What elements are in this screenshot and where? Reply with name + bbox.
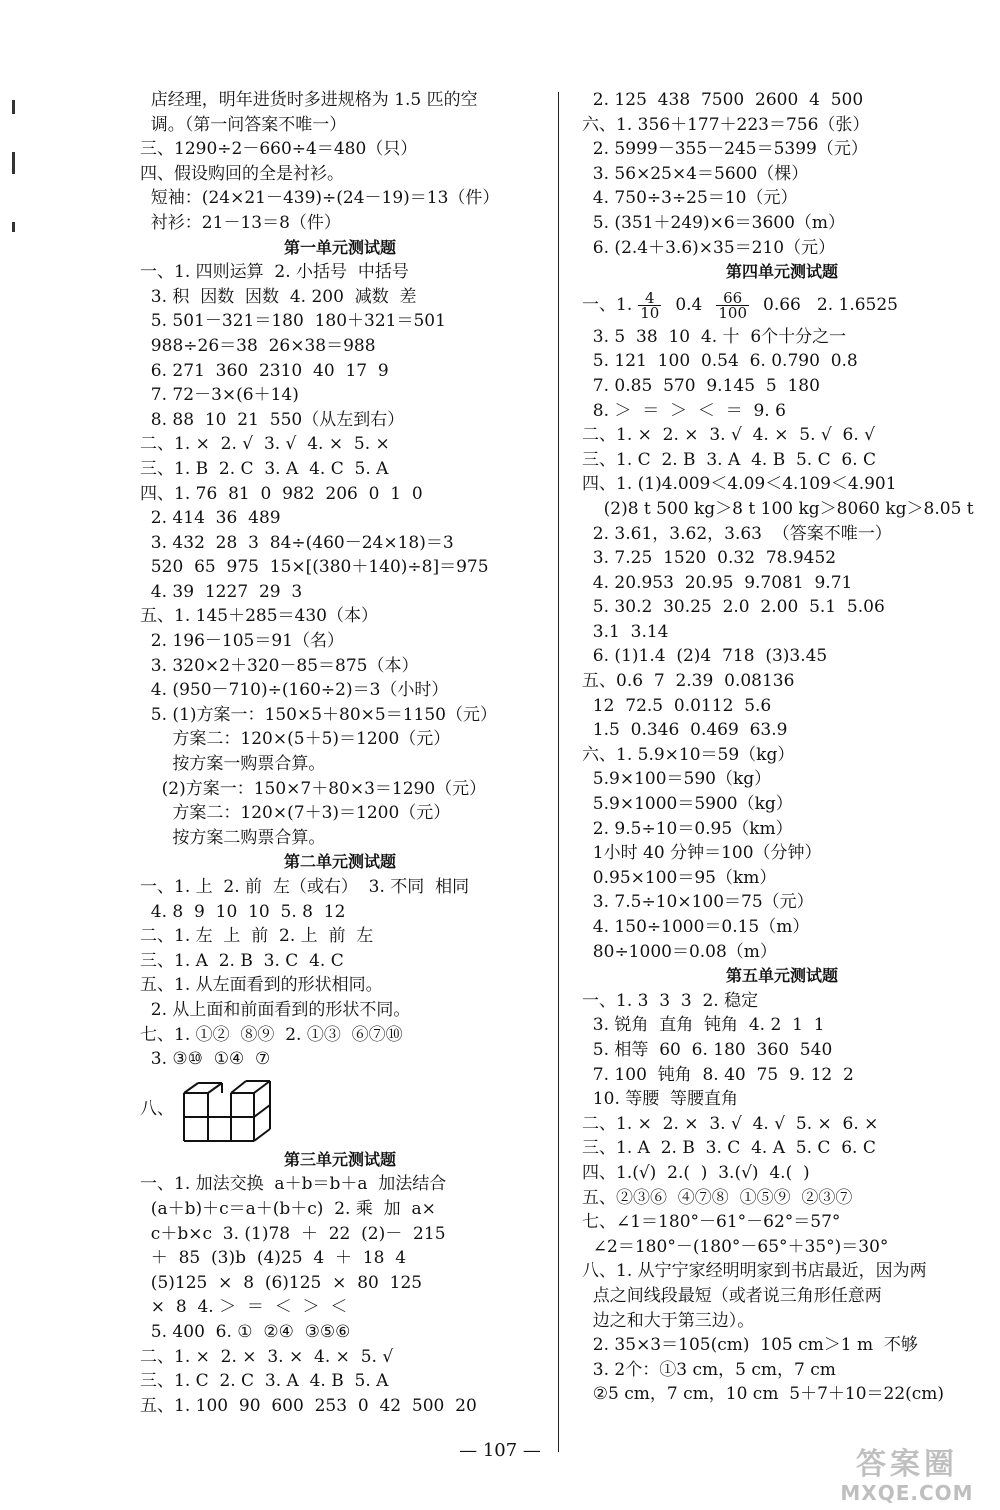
margin-mark: [12, 222, 15, 232]
answer-line: 五、1. 145＋285＝430（本）: [140, 606, 378, 627]
answer-line: 3.1 3.14: [582, 621, 669, 642]
watermark-url: MXQE.COM: [840, 1481, 974, 1505]
answer-line: 6. 271 360 2310 40 17 9: [140, 360, 389, 381]
answer-label: 一、1.: [582, 294, 633, 315]
answer-line: 2. 35×3＝105(cm) 105 cm＞1 m 不够: [582, 1335, 918, 1356]
answer-line: c＋b×c 3. (1)78 ＋ 22 (2)－ 215: [140, 1223, 446, 1244]
answer-line: 4. 39 1227 29 3: [140, 581, 303, 602]
answer-line: 3. 56×25×4＝5600（棵）: [582, 163, 809, 184]
answer-line: 5.9×1000＝5900（kg）: [582, 794, 793, 815]
answer-value: 0.66: [763, 294, 801, 315]
answer-line: 2. 5999－355－245＝5399（元）: [582, 139, 868, 160]
answer-line: ②5 cm，7 cm，10 cm 5＋7＋10＝22(cm): [582, 1384, 945, 1405]
answer-line: 7. 0.85 570 9.145 5 180: [582, 375, 820, 396]
answer-line: 四、1.(√) 2.( ) 3.(√) 4.( ): [582, 1162, 810, 1183]
section-title: 第一单元测试题: [283, 237, 396, 257]
right-column: [582, 88, 982, 1407]
answer-line: 4. 20.953 20.95 9.7081 9.71: [582, 572, 853, 593]
answer-line: 七、∠1＝180°－61°－62°＝57°: [582, 1212, 841, 1233]
answer-line: 5.9×100＝590（kg）: [582, 769, 772, 790]
answer-line: 5. (351＋249)×6＝3600（m）: [582, 212, 846, 233]
answer-line: 1小时 40 分钟＝100（分钟）: [582, 843, 822, 864]
watermark-logo: [832, 1448, 982, 1506]
answer-line: 三、1290÷2－660÷4＝480（只）: [140, 139, 418, 160]
margin-mark: [12, 152, 15, 174]
answer-line: 80÷1000＝0.08（m）: [582, 941, 777, 962]
answer-line: 2. 9.5÷10＝0.95（km）: [582, 818, 793, 839]
answer-line: 店经理，明年进货时多进规格为 1.5 匹的空: [140, 90, 478, 110]
answer-line: ＋ 85 (3)b (4)25 4 ＋ 18 4: [140, 1248, 407, 1269]
answer-line: 四、1. (1)4.009＜4.09＜4.109＜4.901: [582, 474, 897, 495]
cube-figure: [174, 1075, 284, 1145]
fraction-numerator: 66: [716, 291, 749, 306]
answer-label: 八、: [140, 1099, 174, 1120]
answer-line: 3. 432 28 3 84÷(460－24×18)＝3: [140, 532, 454, 553]
answer-value: 2. 1.6525: [816, 294, 898, 315]
answer-line: 520 65 975 15×[(380＋140)÷8]＝975: [140, 557, 489, 578]
answer-line: 一、1. 加法交换 a＋b＝b＋a 加法结合: [140, 1174, 447, 1195]
left-column: [140, 88, 540, 1418]
answer-line: 4. 750÷3÷25＝10（元）: [582, 188, 798, 209]
answer-line: 3. 2个：①3 cm，5 cm，7 cm: [582, 1359, 836, 1380]
answer-line: 3. 积 因数 因数 4. 200 减数 差: [140, 286, 417, 307]
answer-line: 8. 88 10 21 550（从左到右）: [140, 409, 405, 430]
answer-line: 3. ③⑩ ①④ ⑦: [140, 1049, 271, 1070]
answer-line: 7. 100 钝角 8. 40 75 9. 12 2: [582, 1064, 854, 1085]
answer-line: 方案二：120×(7＋3)＝1200（元）: [140, 803, 451, 824]
answer-line: 二、1. × 2. × 3. √ 4. × 5. √ 6. √: [582, 425, 876, 446]
fraction-denominator: 100: [718, 303, 748, 322]
answer-line: 五、1. 100 90 600 253 0 42 500 20: [140, 1395, 477, 1416]
answer-line: 7. 72－3×(6＋14): [140, 385, 299, 406]
answer-line: 3. 7.5÷10×100＝75（元）: [582, 892, 814, 913]
answer-line: 短袖：(24×21－439)÷(24－19)＝13（件）: [140, 188, 500, 209]
answer-line: 5. 30.2 30.25 2.0 2.00 5.1 5.06: [582, 597, 885, 618]
answer-line: 5. (1)方案一：150×5＋80×5＝1150（元）: [140, 704, 497, 725]
answer-line: 边之和大于第三边）。: [582, 1310, 755, 1331]
answer-line: 二、1. 左 上 前 2. 上 前 左: [140, 926, 374, 947]
answer-line: 点之间线段最短（或者说三角形任意两: [582, 1285, 882, 1306]
answer-line: 3. 7.25 1520 0.32 78.9452: [582, 548, 837, 569]
cube-edge: [184, 1083, 198, 1093]
answer-line: (a＋b)＋c＝a＋(b＋c) 2. 乘 加 a×: [140, 1198, 436, 1219]
answer-line: 按方案二购票合算。: [140, 827, 326, 848]
answer-line: 三、1. A 2. B 3. C 4. C: [140, 950, 344, 971]
section-title: 第五单元测试题: [725, 966, 838, 986]
answer-line: 二、1. × 2. √ 3. √ 4. × 5. ×: [140, 434, 390, 455]
answer-value: 0.4: [675, 294, 703, 315]
section-title: 第二单元测试题: [283, 852, 396, 872]
answer-line: 4. 150÷1000＝0.15（m）: [582, 917, 810, 937]
fraction-denominator: 10: [640, 303, 660, 322]
fraction: [716, 288, 749, 322]
answer-line: 5. 相等 60 6. 180 360 540: [582, 1039, 833, 1060]
answer-line: 调。（第一问答案不唯一）: [140, 114, 347, 135]
answer-line: 五、0.6 7 2.39 0.08136: [582, 671, 795, 692]
answer-line: (2)方案一：150×7＋80×3＝1290（元）: [140, 778, 487, 799]
answer-line: 五、1. 从左面看到的形状相同。: [140, 975, 383, 996]
answer-line: 2. 414 36 489: [140, 508, 281, 529]
margin-mark: [12, 100, 15, 114]
answer-line: 1.5 0.346 0.469 63.9: [582, 720, 788, 741]
answer-line: 三、1. C 2. C 3. A 4. B 5. A: [140, 1371, 389, 1392]
section-title: 第四单元测试题: [725, 262, 838, 282]
cube-edge: [231, 1081, 246, 1093]
answer-line: 二、1. × 2. × 3. × 4. × 5. √: [140, 1346, 394, 1367]
answer-line: 4. 8 9 10 10 5. 8 12: [140, 901, 346, 922]
answer-line: 5. 501－321＝180 180＋321＝501: [140, 311, 446, 332]
answer-line: 二、1. × 2. × 3. √ 4. √ 5. × 6. ×: [582, 1113, 879, 1134]
watermark-text: 答案圈: [856, 1447, 958, 1482]
answer-line: 3. 锐角 直角 钝角 4. 2 1 1: [582, 1015, 825, 1036]
cube-edge: [254, 1105, 270, 1117]
answer-line: 2. 从上面和前面看到的形状不同。: [140, 999, 411, 1020]
answer-line: × 8 4. ＞ ＝ ＜ ＞ ＜: [140, 1297, 348, 1318]
answer-line: 5. 121 100 0.54 6. 0.790 0.8: [582, 351, 858, 372]
answer-line: 10. 等腰 等腰直角: [582, 1089, 739, 1110]
answer-line: 2. 3.61，3.62，3.63 （答案不唯一）: [582, 523, 892, 544]
answer-line: 一、1. 四则运算 2. 小括号 中括号: [140, 262, 409, 283]
answer-line: 六、1. 5.9×10＝59（kg）: [582, 744, 795, 765]
answer-line: (5)125 × 8 (6)125 × 80 125: [140, 1272, 423, 1293]
answer-line: 七、1. ①② ⑧⑨ 2. ①③ ⑥⑦⑩: [140, 1024, 403, 1045]
answer-line: 4. (950－710)÷(160÷2)＝3（小时）: [140, 680, 449, 701]
answer-line: 三、1. C 2. B 3. A 4. B 5. C 6. C: [582, 449, 877, 470]
answer-line: 四、假设购回的全是衬衫。: [140, 163, 344, 184]
fraction-numerator: 4: [638, 291, 661, 306]
answer-line: 一、1. 上 2. 前 左（或右） 3. 不同 相同: [140, 877, 470, 897]
answer-line: 12 72.5 0.0112 5.6: [582, 695, 772, 716]
column-divider: [558, 92, 559, 1452]
answer-line: 方案二：120×(5＋5)＝1200（元）: [140, 729, 451, 750]
answer-line-figure: [140, 1072, 540, 1148]
section-title: 第三单元测试题: [283, 1149, 396, 1169]
answer-line: 8. ＞ ＝ ＞ ＜ ＝ 9. 6: [582, 400, 786, 421]
answer-line: 2. 196－105＝91（名）: [140, 631, 344, 652]
answer-line: 衬衫：21－13＝8（件）: [140, 212, 341, 233]
answer-line: 按方案一购票合算。: [140, 754, 326, 775]
answer-line: 三、1. B 2. C 3. A 4. C 5. A: [140, 458, 389, 479]
answer-line: 3. 320×2＋320－85＝875（本）: [140, 655, 419, 676]
answer-line: 八、1. 从宁宁家经明明家到书店最近，因为两: [582, 1261, 927, 1282]
answer-line: 2. 125 438 7500 2600 4 500: [582, 90, 864, 110]
fraction: [638, 288, 661, 322]
answer-line: 988÷26＝38 26×38＝988: [140, 335, 376, 356]
answer-line: 3. 5 38 10 4. 十 6个十分之一: [582, 326, 847, 347]
answer-line: 6. (1)1.4 (2)4 718 (3)3.45: [582, 646, 828, 667]
answer-line: 5. 400 6. ① ②④ ③⑤⑥: [140, 1321, 351, 1342]
answer-line: 四、1. 76 81 0 982 206 0 1 0: [140, 483, 423, 504]
answer-line: ∠2＝180°－(180°－65°＋35°)＝30°: [582, 1236, 889, 1257]
answer-line: 六、1. 356＋177＋223＝756（张）: [582, 114, 870, 135]
answer-line-fractions: [582, 285, 982, 325]
cube-edge: [254, 1129, 270, 1141]
cube-edge: [208, 1083, 222, 1093]
cube-edge: [254, 1081, 270, 1093]
answer-line: 一、1. 3 3 3 2. 稳定: [582, 990, 759, 1011]
answer-line: 五、②③⑥ ④⑦⑧ ①⑤⑨ ②③⑦: [582, 1187, 853, 1208]
answer-line: 0.95×100＝95（km）: [582, 867, 777, 888]
answer-line: (2)8 t 500 kg＞8 t 100 kg＞8060 kg＞8.05 t: [582, 498, 974, 519]
answer-line: 6. (2.4＋3.6)×35＝210（元）: [582, 237, 836, 258]
answer-line: 三、1. A 2. B 3. C 4. A 5. C 6. C: [582, 1138, 876, 1159]
page-number: — 107 —: [459, 1440, 541, 1461]
